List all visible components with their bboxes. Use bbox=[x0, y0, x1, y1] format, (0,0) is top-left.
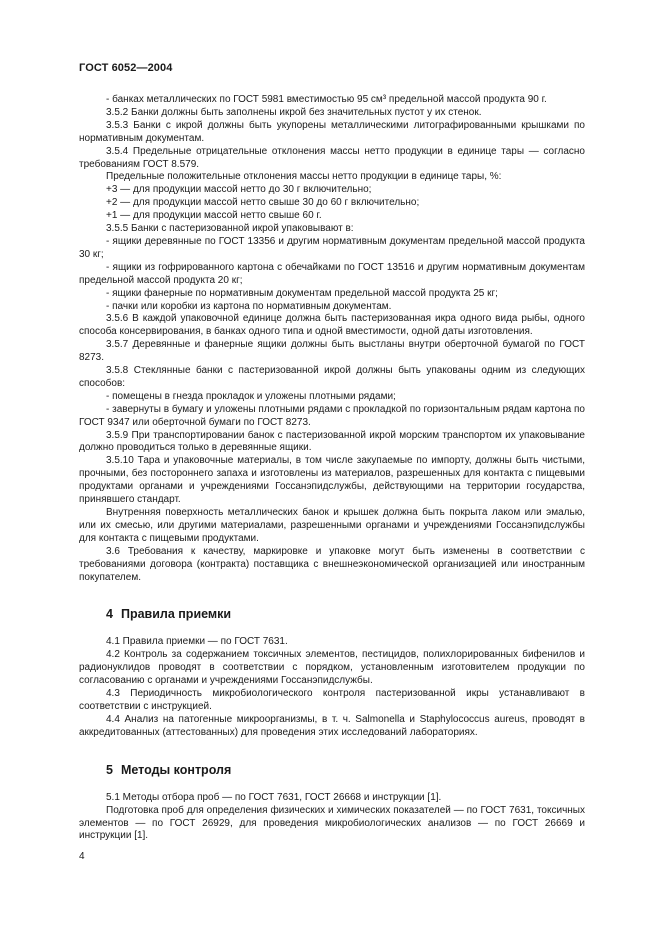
paragraph: 3.5.6 В каждой упаковочной единице должна быть пастеризованная икра одного вида рыбы, одного способа консервирования, в банках одного типа и одной вместимости, одной даты изготовления. bbox=[79, 313, 585, 338]
paragraph: 3.5.3 Банки с икрой должны быть укупорены металлическими литографированными крышками по нормативным документам. bbox=[79, 119, 585, 144]
paragraph: 3.6 Требования к качеству, маркировке и упаковке могут быть изменены в соответствии с требованиями договора (контракта) поставщика с внешнеэкономической организацией или иностранным покупателем. bbox=[79, 545, 585, 583]
spacer bbox=[79, 622, 585, 636]
paragraph: 3.5.4 Предельные отрицательные отклонения массы нетто продукции в единице тары — согласно требованиям ГОСТ 8.579. bbox=[79, 145, 585, 170]
section-title: Методы контроля bbox=[120, 762, 232, 777]
paragraph: 3.5.5 Банки с пастеризованной икрой упаковывают в: bbox=[106, 223, 354, 235]
paragraph: Подготовка проб для определения физических и химических показателей — по ГОСТ 7631, токсичных элементов — по ГОСТ 26929, для проведения микробиологических анализов — по ГОСТ 26669 и инструкции [1]. bbox=[79, 804, 585, 842]
paragraph: 4.1 Правила приемки — по ГОСТ 7631. bbox=[106, 636, 288, 648]
spacer bbox=[79, 740, 585, 762]
paragraph: - ящики фанерные по нормативным документам предельной массой продукта 25 кг; bbox=[106, 287, 498, 299]
paragraph: +1 — для продукции массой нетто свыше 60 г. bbox=[106, 210, 322, 222]
paragraph: - завернуты в бумагу и уложены плотными рядами с прокладкой по горизонтальным рядам картона по ГОСТ 9347 или оберточной бумаги по ГОСТ 8273. bbox=[79, 403, 585, 428]
document-body bbox=[79, 94, 585, 843]
paragraph: Предельные положительные отклонения массы нетто продукции в единице тары, %: bbox=[106, 171, 502, 183]
paragraph: 5.1 Методы отбора проб — по ГОСТ 7631, ГОСТ 26668 и инструкции [1]. bbox=[106, 791, 442, 803]
paragraph: 3.5.2 Банки должны быть заполнены икрой без значительных пустот у их стенок. bbox=[106, 106, 482, 118]
section-title: Правила приемки bbox=[120, 607, 232, 622]
spacer bbox=[79, 778, 585, 792]
section-heading bbox=[79, 606, 585, 622]
page-number: 4 bbox=[79, 851, 85, 862]
section-4 bbox=[79, 606, 585, 739]
paragraph: 3.5.10 Тара и упаковочные материалы, в том числе закупаемые по импорту, должны быть чистыми, прочными, без постороннего запаха и изготовлены из материалов, разрешенных для контакта с пищевыми продуктами органами и учреждениями Госсанэпидслужбы, действующими на территории государства, принявшего стандарт. bbox=[79, 455, 585, 506]
paragraph: 4.3 Периодичность микробиологического контроля пастеризованной икры устанавливают в соответствии с инструкцией. bbox=[79, 688, 585, 712]
paragraph: 3.5.8 Стеклянные банки с пастеризованной икрой должны быть упакованы одним из следующих способов: bbox=[79, 365, 585, 389]
spacer bbox=[79, 584, 585, 606]
paragraph: - помещены в гнезда прокладок и уложены плотными рядами; bbox=[106, 390, 396, 402]
page-header: ГОСТ 6052—2004 bbox=[79, 62, 173, 74]
paragraph: Внутренняя поверхность металлических банок и крышек должна быть покрыта лаком или эмалью, или их смесью, или другими материалами, разрешенными органами и учреждениями Госсанэпидслужбы для контакта с пищевыми продуктами. bbox=[79, 507, 585, 544]
paragraph: 4.2 Контроль за содержанием токсичных элементов, пестицидов, полихлорированных бифенилов и радионуклидов проводят в соответствии с порядком, установленным изготовителем продукции по согласованию с органами и учреждениями Госсанэпидслужбы. bbox=[79, 649, 585, 687]
paragraph: - пачки или коробки из картона по нормативным документам. bbox=[106, 300, 392, 312]
section-5 bbox=[79, 762, 585, 844]
paragraph: +2 — для продукции массой нетто свыше 30 до 60 г включительно; bbox=[106, 197, 420, 209]
paragraph: 3.5.9 При транспортировании банок с пастеризованной икрой морским транспортом их упаковывание должно проводиться только в деревянные ящики. bbox=[79, 429, 585, 454]
paragraph: 3.5.7 Деревянные и фанерные ящики должны быть выстланы внутри оберточной бумагой по ГОСТ 8273. bbox=[79, 339, 585, 364]
requirements-block bbox=[79, 94, 585, 584]
paragraph: - ящики деревянные по ГОСТ 13356 и другим нормативным документам предельной массой продукта 30 кг; bbox=[79, 235, 585, 260]
paragraph: - ящики из гофрированного картона с обечайками по ГОСТ 13516 и другим нормативным документам предельной массой продукта 20 кг; bbox=[79, 261, 585, 286]
paragraph: +3 — для продукции массой нетто до 30 г включительно; bbox=[106, 184, 372, 196]
section-number: 4 bbox=[106, 607, 113, 622]
section-heading bbox=[79, 762, 585, 778]
paragraph: 4.4 Анализ на патогенные микроорганизмы, в т. ч. Salmonella и Staphylococcus aureus, проводят в аккредитованных (аттестованных) для проведения этих исследований лабораториях. bbox=[79, 713, 585, 738]
paragraph: - банках металлических по ГОСТ 5981 вместимостью 95 см³ предельной массой продукта 90 г. bbox=[106, 94, 547, 105]
section-number: 5 bbox=[106, 762, 113, 777]
